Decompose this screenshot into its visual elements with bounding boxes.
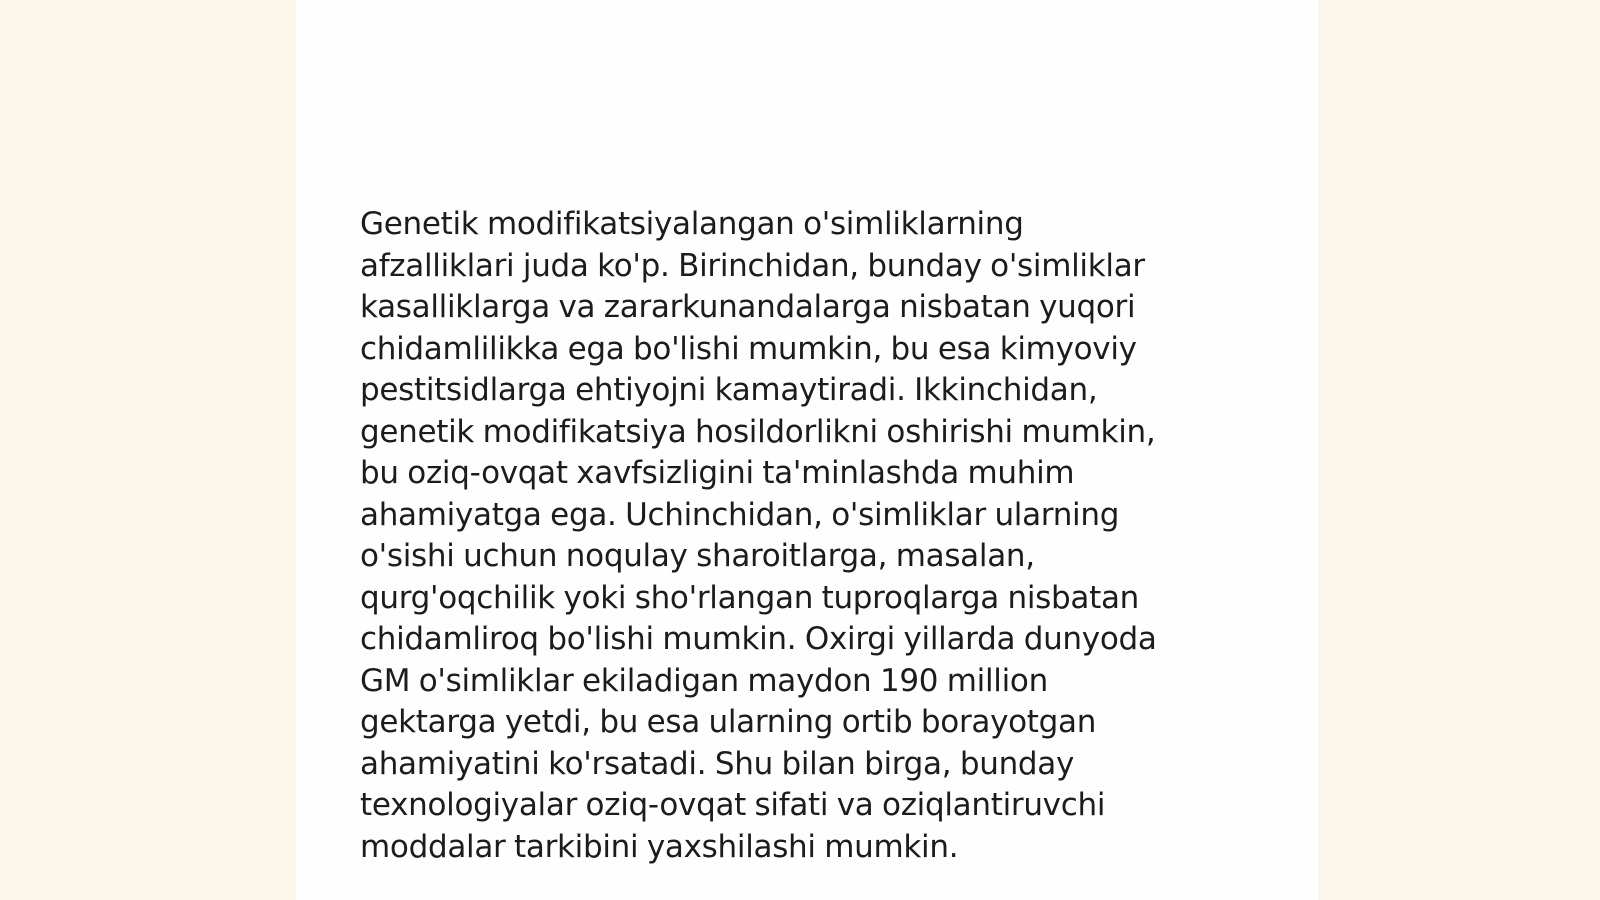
paragraph-line: kasalliklarga va zararkunandalarga nisbatan yuqori (360, 289, 1136, 325)
paragraph-line: qurg'oqchilik yoki sho'rlangan tuproqlarga nisbatan (360, 579, 1140, 616)
paragraph-line: chidamlilikka ega bo'lishi mumkin, bu esa kimyoviy (360, 330, 1137, 367)
paragraph-line: afzalliklari juda ko'p. Birinchidan, bunday o'simliklar (360, 247, 1145, 284)
paragraph-line: gektarga yetdi, bu esa ularning ortib borayotgan (360, 704, 1097, 740)
paragraph-line: bu oziq-ovqat xavfsizligini ta'minlashda muhim (360, 455, 1075, 491)
paragraph-line: ahamiyatga ega. Uchinchidan, o'simliklar ularning (360, 496, 1120, 533)
paragraph-line: moddalar tarkibini yaxshilashi mumkin. (360, 828, 959, 865)
body-paragraph (360, 204, 1240, 868)
paragraph-line: Genetik modifikatsiyalangan o'simliklarning (360, 206, 1024, 242)
paragraph-line: texnologiyalar oziq-ovqat sifati va oziqlantiruvchi (360, 787, 1106, 823)
paragraph-line: GM o'simliklar ekiladigan maydon 190 million (360, 662, 1048, 699)
paragraph-line: ahamiyatini ko'rsatadi. Shu bilan birga, bunday (360, 745, 1075, 782)
paragraph-line: o'sishi uchun noqulay sharoitlarga, masalan, (360, 538, 1035, 574)
document-page (296, 0, 1318, 900)
paragraph-line: pestitsidlarga ehtiyojni kamaytiradi. Ikkinchidan, (360, 372, 1098, 408)
paragraph-line: genetik modifikatsiya hosildorlikni oshirishi mumkin, (360, 413, 1156, 450)
paragraph-line: chidamliroq bo'lishi mumkin. Oxirgi yillarda dunyoda (360, 621, 1157, 657)
